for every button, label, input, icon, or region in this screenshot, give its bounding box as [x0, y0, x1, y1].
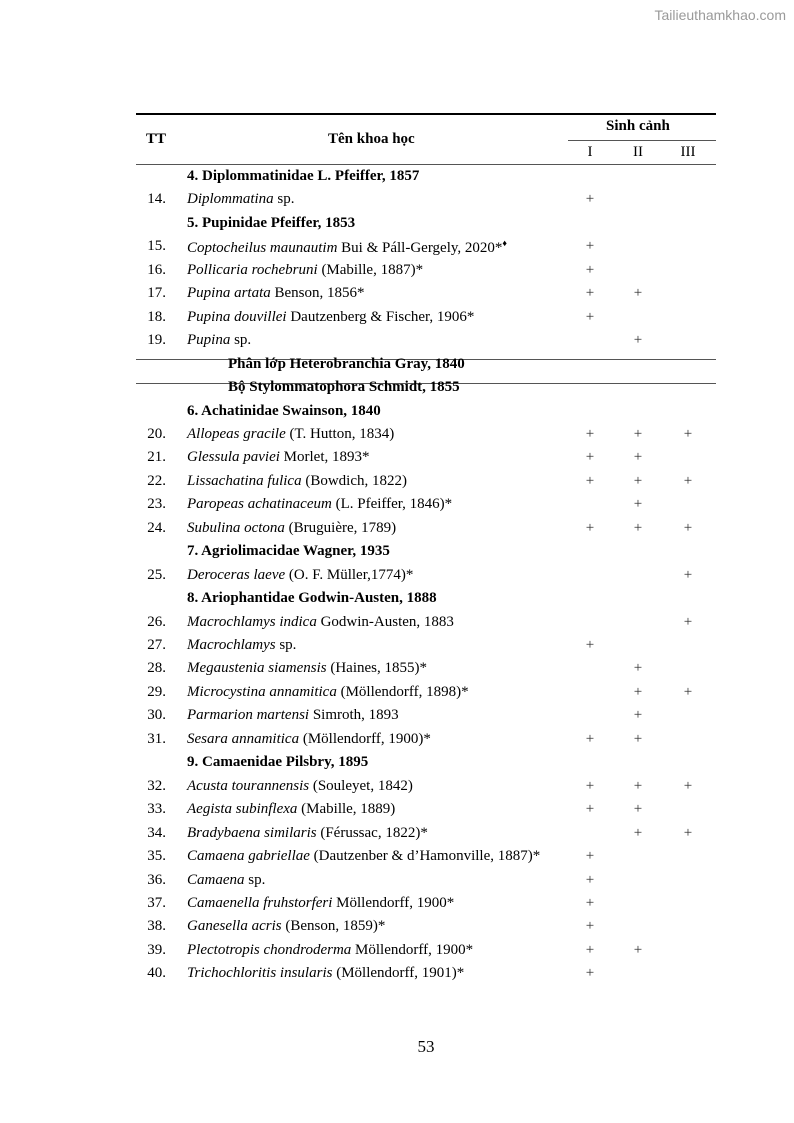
- species-authority: (T. Hutton, 1834): [285, 425, 395, 442]
- species-authority: sp.: [275, 637, 297, 653]
- table-row: [0, 473, 794, 496]
- subclass-title: Phân lớp Heterobranchia Gray, 1840: [228, 355, 465, 372]
- species-name: [187, 238, 507, 257]
- species-authority: (Haines, 1855)*: [326, 660, 427, 677]
- row-number: 17.: [147, 285, 166, 302]
- header-habitat: Sinh cảnh: [606, 118, 670, 134]
- species-name: [187, 895, 454, 912]
- habitat-mark-2: +: [633, 777, 643, 794]
- species-authority: (Möllendorff, 1901)*: [332, 965, 465, 982]
- habitat-mark-1: +: [585, 449, 595, 466]
- species-name: [187, 660, 427, 677]
- species-binomial: Trichochloritis insularis: [187, 965, 333, 982]
- habitat-mark-3: +: [683, 683, 693, 700]
- row-number: 27.: [147, 637, 166, 653]
- species-name: [187, 825, 428, 842]
- table-row: [0, 520, 794, 543]
- order-row: [0, 379, 794, 402]
- species-binomial: Aegista subinflexa: [187, 801, 298, 818]
- habitat-mark-2: +: [633, 332, 643, 349]
- species-binomial: Diplommatina: [187, 191, 274, 208]
- species-authority: (Benson, 1859)*: [281, 918, 386, 935]
- habitat-mark-3: +: [683, 566, 693, 583]
- habitat-mark-1: +: [585, 801, 595, 818]
- species-binomial: Pupina douvillei: [187, 308, 287, 325]
- table-row: [0, 731, 794, 754]
- table-row: [0, 872, 794, 895]
- row-number: 31.: [147, 730, 166, 747]
- habitat-mark-1: +: [585, 425, 595, 442]
- species-name: [187, 426, 394, 443]
- table-row: [0, 426, 794, 449]
- species-authority: Möllendorff, 1900*: [351, 941, 474, 958]
- row-number: 39.: [147, 941, 166, 958]
- species-authority: (Mabille, 1887)*: [317, 261, 424, 278]
- table-row: [0, 825, 794, 848]
- species-authority: (Mabille, 1889): [297, 801, 396, 818]
- row-number: 20.: [147, 425, 166, 442]
- species-authority: sp.: [273, 191, 295, 208]
- habitat-mark-2: +: [633, 496, 643, 513]
- habitat-mark-2: +: [633, 707, 643, 724]
- table-row: [0, 942, 794, 965]
- habitat-mark-2: +: [633, 730, 643, 747]
- species-name: [187, 332, 251, 349]
- new-record-mark: ♦: [502, 238, 508, 249]
- species-name: [187, 848, 540, 865]
- species-binomial: Deroceras laeve: [187, 566, 286, 583]
- row-number: 19.: [147, 332, 166, 349]
- habitat-mark-2: +: [633, 660, 643, 677]
- species-name: [187, 473, 407, 490]
- table-row: [0, 918, 794, 941]
- species-binomial: Camaena gabriellae: [187, 848, 310, 865]
- species-binomial: Bradybaena similaris: [187, 824, 317, 841]
- order-title: Bộ Stylommatophora Schmidt, 1855: [228, 379, 460, 396]
- header-tt: TT: [146, 131, 167, 147]
- habitat-mark-2: +: [633, 941, 643, 958]
- species-binomial: Pupina: [187, 332, 231, 349]
- species-binomial: Microcystina annamitica: [187, 683, 337, 700]
- species-authority: sp.: [230, 332, 252, 349]
- table-row: [0, 778, 794, 801]
- habitat-mark-1: +: [585, 918, 595, 935]
- species-authority: (Möllendorff, 1900)*: [299, 730, 431, 747]
- species-authority: (O. F. Müller,1774)*: [285, 566, 414, 583]
- table-row: [0, 801, 794, 824]
- row-number: 14.: [147, 191, 166, 208]
- table-row: [0, 332, 794, 355]
- table-row: [0, 848, 794, 871]
- habitat-mark-1: +: [585, 730, 595, 747]
- habitat-mark-3: +: [683, 777, 693, 794]
- family-title: 7. Agriolimacidae Wagner, 1935: [187, 543, 390, 560]
- row-number: 26.: [147, 613, 166, 630]
- habitat-mark-2: +: [633, 425, 643, 442]
- species-name: [187, 520, 396, 537]
- subclass-row: [0, 356, 794, 379]
- table-row: [0, 285, 794, 308]
- family-row: [0, 168, 794, 191]
- page-number: 53: [417, 1037, 435, 1056]
- species-binomial: Paropeas achatinaceum: [187, 496, 332, 513]
- species-authority: (L. Pfeiffer, 1846)*: [331, 496, 453, 513]
- habitat-mark-2: +: [633, 472, 643, 489]
- watermark: Tailieuthamkhao.com: [654, 7, 786, 23]
- row-number: 33.: [147, 801, 166, 818]
- row-number: 18.: [147, 308, 166, 325]
- habitat-mark-1: +: [585, 308, 595, 325]
- family-row: [0, 403, 794, 426]
- habitat-mark-1: +: [585, 472, 595, 489]
- header-habitat-rule: [568, 140, 716, 141]
- species-binomial: Acusta tourannensis: [187, 777, 310, 794]
- family-title: 9. Camaenidae Pilsbry, 1895: [187, 754, 369, 771]
- habitat-mark-2: +: [633, 519, 643, 536]
- table-row: [0, 238, 794, 261]
- habitat-mark-3: +: [683, 425, 693, 442]
- row-number: 35.: [147, 848, 166, 865]
- species-authority: Dautzenberg & Fischer, 1906*: [286, 308, 475, 325]
- habitat-mark-1: +: [585, 238, 595, 255]
- family-title: 8. Ariophantidae Godwin-Austen, 1888: [187, 590, 437, 607]
- family-row: [0, 543, 794, 566]
- habitat-mark-3: +: [683, 472, 693, 489]
- species-binomial: Plectotropis chondroderma: [187, 941, 352, 958]
- family-row: [0, 754, 794, 777]
- species-authority: (Möllendorff, 1898)*: [336, 683, 469, 700]
- table-row: [0, 309, 794, 332]
- species-binomial: Macrochlamys indica: [187, 613, 317, 630]
- table-row: [0, 707, 794, 730]
- species-authority: (Bowdich, 1822): [301, 472, 407, 489]
- species-binomial: Subulina octona: [187, 519, 285, 536]
- row-number: 38.: [147, 918, 166, 935]
- habitat-mark-1: +: [585, 941, 595, 958]
- habitat-mark-1: +: [585, 894, 595, 911]
- row-number: 24.: [147, 519, 166, 536]
- species-authority: (Souleyet, 1842): [309, 777, 413, 794]
- species-name: [187, 942, 473, 959]
- habitat-mark-1: +: [585, 777, 595, 794]
- species-name: [187, 614, 454, 631]
- family-title: 6. Achatinidae Swainson, 1840: [187, 402, 381, 419]
- row-number: 29.: [147, 683, 166, 700]
- species-name: [187, 567, 413, 584]
- species-binomial: Sesara annamitica: [187, 730, 300, 747]
- species-name: [187, 684, 469, 701]
- species-binomial: Glessula paviei: [187, 449, 280, 466]
- row-number: 40.: [147, 965, 166, 982]
- row-number: 34.: [147, 824, 166, 841]
- species-name: [187, 918, 385, 935]
- species-binomial: Pollicaria rochebruni: [187, 261, 318, 278]
- table-row: [0, 684, 794, 707]
- species-authority: Simroth, 1893: [309, 707, 399, 724]
- family-title: 4. Diplommatinidae L. Pfeiffer, 1857: [187, 168, 420, 184]
- species-name: [187, 285, 365, 302]
- species-authority: (Bruguière, 1789): [284, 519, 397, 536]
- habitat-mark-2: +: [633, 801, 643, 818]
- species-authority: Morlet, 1893*: [279, 449, 370, 466]
- habitat-mark-2: +: [633, 824, 643, 841]
- row-number: 30.: [147, 707, 166, 724]
- species-authority: Bui & Páll-Gergely, 2020*: [337, 240, 503, 257]
- habitat-mark-1: +: [585, 871, 595, 888]
- habitat-mark-1: +: [585, 261, 595, 278]
- habitat-mark-3: +: [683, 824, 693, 841]
- family-row: [0, 215, 794, 238]
- table-row: [0, 660, 794, 683]
- habitat-mark-1: +: [585, 965, 595, 982]
- table-top-rule: [136, 113, 716, 115]
- habitat-mark-2: +: [633, 285, 643, 302]
- table-row: [0, 262, 794, 285]
- species-binomial: Parmarion martensi: [187, 707, 310, 724]
- table-row: [0, 496, 794, 519]
- row-number: 32.: [147, 777, 166, 794]
- header-col-iii: III: [680, 144, 696, 160]
- species-binomial: Megaustenia siamensis: [187, 660, 327, 677]
- species-name: [187, 731, 431, 748]
- habitat-mark-1: +: [585, 848, 595, 865]
- habitat-mark-2: +: [633, 683, 643, 700]
- species-name: [187, 262, 423, 279]
- species-name: [187, 637, 296, 654]
- family-row: [0, 590, 794, 613]
- species-name: [187, 309, 474, 326]
- species-name: [187, 707, 399, 724]
- species-name: [187, 449, 369, 466]
- habitat-mark-2: +: [633, 449, 643, 466]
- species-binomial: Pupina artata: [187, 285, 271, 302]
- species-name: [187, 801, 395, 818]
- table-row: [0, 965, 794, 988]
- habitat-mark-1: +: [585, 191, 595, 208]
- habitat-mark-3: +: [683, 519, 693, 536]
- table-row: [0, 614, 794, 637]
- row-number: 37.: [147, 894, 166, 911]
- species-name: [187, 496, 452, 513]
- header-col-i: I: [587, 144, 593, 160]
- species-binomial: Camaenella fruhstorferi: [187, 894, 333, 911]
- species-name: [187, 778, 413, 795]
- row-number: 16.: [147, 261, 166, 278]
- habitat-mark-3: +: [683, 613, 693, 630]
- row-number: 25.: [147, 566, 166, 583]
- habitat-mark-1: +: [585, 637, 595, 653]
- row-number: 28.: [147, 660, 166, 677]
- species-authority: Godwin-Austen, 1883: [316, 613, 454, 630]
- family-title: 5. Pupinidae Pfeiffer, 1853: [187, 214, 356, 231]
- species-binomial: Ganesella acris: [187, 918, 282, 935]
- table-row: [0, 567, 794, 590]
- species-authority: Möllendorff, 1900*: [332, 894, 455, 911]
- row-number: 22.: [147, 472, 166, 489]
- species-name: [187, 872, 265, 889]
- species-binomial: Macrochlamys: [187, 637, 276, 653]
- species-authority: sp.: [244, 871, 266, 888]
- species-binomial: Lissachatina fulica: [187, 472, 302, 489]
- table-row: [0, 449, 794, 472]
- species-name: [187, 965, 464, 982]
- header-bottom-rule: [136, 164, 716, 165]
- species-binomial: Camaena: [187, 871, 245, 888]
- row-number: 23.: [147, 496, 166, 513]
- species-authority: Benson, 1856*: [270, 285, 365, 302]
- species-name: [187, 191, 295, 208]
- species-binomial: Coptocheilus maunautim: [187, 240, 338, 257]
- header-col-ii: II: [633, 144, 643, 160]
- species-authority: (Dautzenber & d’Hamonville, 1887)*: [309, 848, 541, 865]
- table-row: [0, 637, 794, 660]
- table-row: [0, 895, 794, 918]
- species-binomial: Allopeas gracile: [187, 425, 286, 442]
- species-authority: (Férussac, 1822)*: [316, 824, 428, 841]
- row-number: 21.: [147, 449, 166, 466]
- row-number: 36.: [147, 871, 166, 888]
- row-number: 15.: [147, 238, 166, 255]
- table-row: [0, 191, 794, 214]
- habitat-mark-1: +: [585, 519, 595, 536]
- habitat-mark-1: +: [585, 285, 595, 302]
- header-scientific-name: Tên khoa học: [328, 131, 415, 147]
